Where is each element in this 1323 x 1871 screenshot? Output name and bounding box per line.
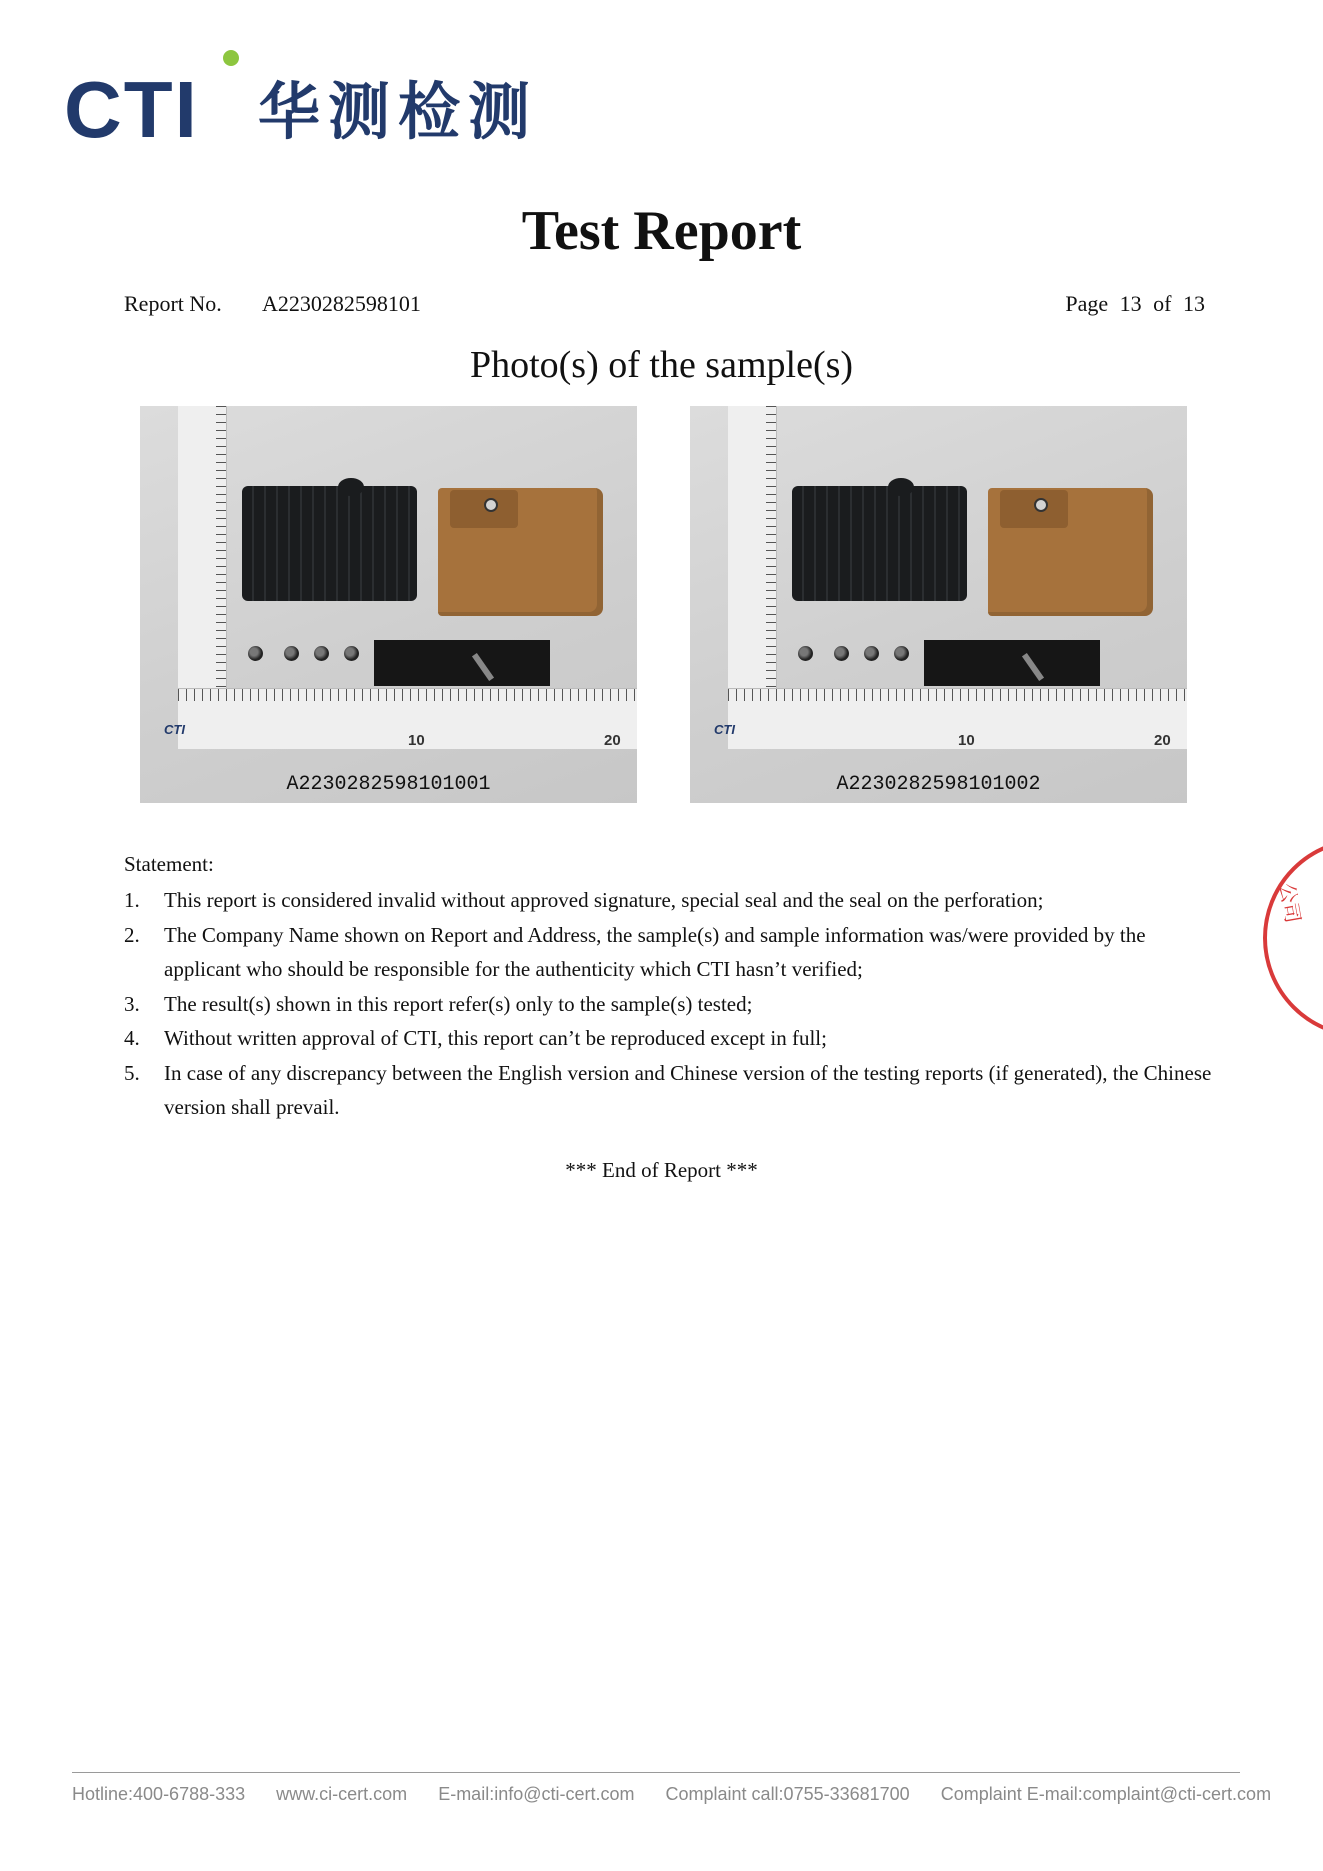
metal-button xyxy=(284,646,299,661)
statement-number: 4. xyxy=(124,1026,140,1050)
statement-text: Without written approval of CTI, this report can’t be reproduced except in full; xyxy=(164,1026,827,1050)
metal-button xyxy=(798,646,813,661)
page-label: Page xyxy=(1065,291,1109,316)
statement-item xyxy=(124,1021,1214,1056)
page-indicator xyxy=(1059,290,1205,318)
section-title: Photo(s) of the sample(s) xyxy=(469,344,854,386)
company-seal-stamp xyxy=(1263,838,1323,1038)
logo-brand-text: CTI xyxy=(64,65,199,154)
brown-wallet-flap xyxy=(1000,490,1068,528)
statement-text: In case of any discrepancy between the English version and Chinese version of the testing reports (if generated), the Chinese version shall prevail. xyxy=(164,1060,1212,1119)
end-of-report: *** End of Report *** xyxy=(565,1158,758,1182)
statement-item xyxy=(124,918,1214,987)
metal-button xyxy=(864,646,879,661)
footer-divider xyxy=(72,1772,1240,1773)
sample-photo-2 xyxy=(690,406,1187,803)
black-wallet xyxy=(792,486,967,601)
statement-text: This report is considered invalid without approved signature, special seal and the seal on the perforation; xyxy=(164,888,1044,912)
brown-wallet-flap xyxy=(450,490,518,528)
photo-caption: A2230282598101002 xyxy=(836,773,1041,796)
statement-item xyxy=(124,987,1214,1022)
ruler-mark-20: 20 xyxy=(1154,732,1171,749)
footer-hotline: Hotline:400-6788-333 xyxy=(72,1784,246,1804)
statement-number: 2. xyxy=(124,922,140,947)
report-number: A2230282598101 xyxy=(262,291,421,316)
statement-heading: Statement: xyxy=(124,852,214,876)
statement-number: 5. xyxy=(124,1060,140,1085)
statement-text: The Company Name shown on Report and Address, the sample(s) and sample information was/were provided by the applicant who should be responsible for the authenticity which CTI hasn’t verified; xyxy=(164,922,1146,981)
metal-button xyxy=(894,646,909,661)
metal-button xyxy=(834,646,849,661)
black-wallet-clasp xyxy=(888,478,914,496)
ruler-mark-10: 10 xyxy=(408,732,425,749)
ruler-vertical xyxy=(178,406,227,706)
ruler-brand-text: CTI xyxy=(164,722,185,737)
ruler-brand-text: CTI xyxy=(714,722,735,737)
page-number: 13 xyxy=(1119,291,1142,316)
zipper-sample xyxy=(374,640,550,686)
black-wallet xyxy=(242,486,417,601)
snap-button-icon xyxy=(1034,498,1048,512)
ruler-mark-20: 20 xyxy=(604,732,621,749)
footer-website: www.ci-cert.com xyxy=(276,1784,408,1804)
footer-complaint-call: Complaint call:0755-33681700 xyxy=(665,1784,910,1804)
statement-number: 1. xyxy=(124,888,140,912)
logo-dot-icon xyxy=(223,50,239,66)
report-number-label: Report No. xyxy=(124,291,222,316)
black-wallet-clasp xyxy=(338,478,364,496)
statement-list xyxy=(124,883,1214,1125)
photo-caption: A2230282598101001 xyxy=(286,773,491,796)
statement-number: 3. xyxy=(124,991,140,1016)
seal-text: 公司 xyxy=(1274,881,1306,925)
statement-item xyxy=(124,883,1214,918)
metal-button xyxy=(248,646,263,661)
footer-complaint-email: Complaint E-mail:complaint@cti-cert.com xyxy=(940,1784,1272,1804)
metal-button xyxy=(314,646,329,661)
logo-chinese-text: 华测检测 xyxy=(258,75,539,148)
page-title: Test Report xyxy=(521,200,802,262)
ruler-mark-10: 10 xyxy=(958,732,975,749)
statement-item xyxy=(124,1056,1214,1125)
footer-email: E-mail:info@cti-cert.com xyxy=(438,1784,635,1804)
page-of-label: of xyxy=(1153,291,1172,316)
sample-photo-1 xyxy=(140,406,637,803)
zipper-sample xyxy=(924,640,1100,686)
metal-button xyxy=(344,646,359,661)
page-total: 13 xyxy=(1183,291,1205,316)
footer xyxy=(72,1782,1297,1806)
ruler-vertical xyxy=(728,406,777,706)
statement-text: The result(s) shown in this report refer(s) only to the sample(s) tested; xyxy=(164,991,753,1016)
snap-button-icon xyxy=(484,498,498,512)
